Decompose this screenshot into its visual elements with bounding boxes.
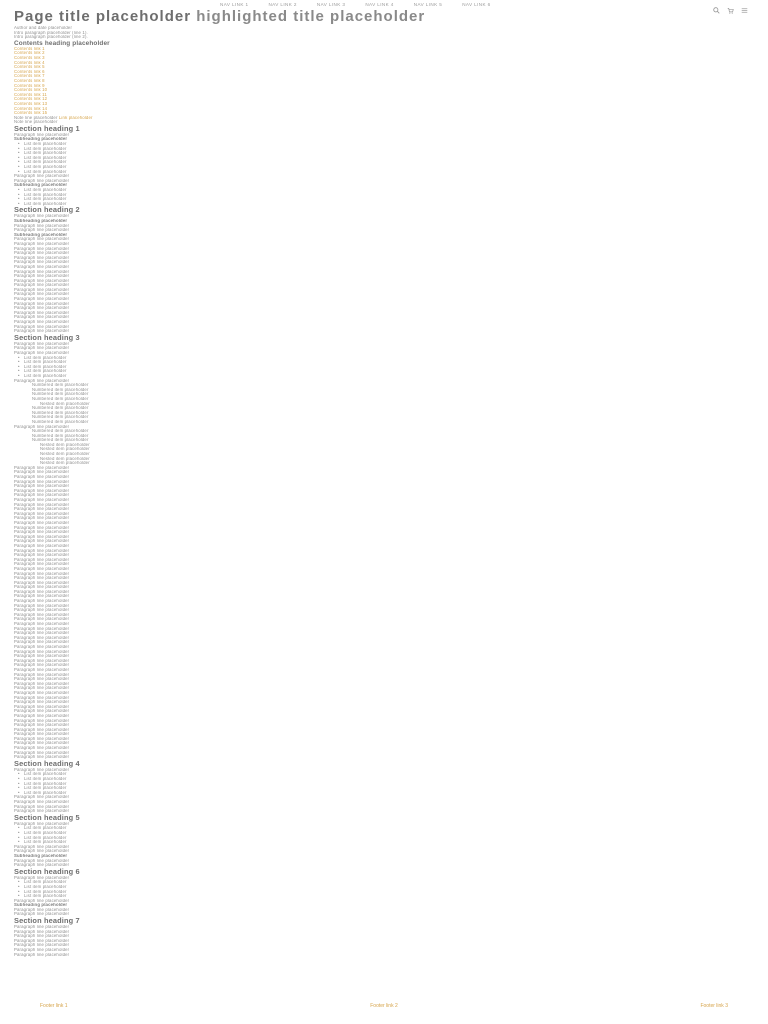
intro-line: Intro paragraph placeholder (line 1). [14,30,88,35]
contents-link[interactable]: Contents link 4 [14,60,45,65]
paragraph-line: Paragraph line placeholder [14,475,70,480]
paragraph-line: Paragraph line placeholder [14,594,70,599]
paragraph-line: Paragraph line placeholder [14,626,70,631]
paragraph-line: Paragraph line placeholder [14,378,70,383]
paragraph-line: Paragraph line placeholder [14,525,70,530]
nav-link[interactable]: NAV LINK 6 [462,2,491,7]
paragraph-line: Paragraph line placeholder [14,214,70,219]
numbered-item: Numbered item placeholder [32,438,89,443]
article-section [14,917,756,957]
paragraph-line: Paragraph line placeholder [14,269,70,274]
section-heading: Section heading 4 [14,759,80,768]
paragraph-line: Paragraph line placeholder [14,875,70,880]
article-meta: Author and date placeholder [14,26,73,30]
nested-item: Nested item placeholder [40,401,90,406]
paragraph-line: Paragraph line placeholder [14,315,70,320]
contents-link[interactable]: Contents link 6 [14,69,45,74]
paragraph-line: Paragraph line placeholder [14,178,70,183]
paragraph-line: Paragraph line placeholder [14,938,70,943]
footer-link[interactable]: Footer link 3 [700,1003,728,1009]
paragraph-line: Paragraph line placeholder [14,672,70,677]
footer-link[interactable]: Footer link 2 [370,1003,398,1009]
paragraph-line: Paragraph line placeholder [14,912,70,917]
list-item: • List item placeholder [14,880,756,885]
page-title-highlight: highlighted title placeholder [196,8,426,25]
list-item: • List item placeholder [14,772,756,777]
list-item: • List item placeholder [14,840,756,845]
sections [14,125,756,957]
paragraph-line: Paragraph line placeholder [14,704,70,709]
section-heading: Section heading 1 [14,124,80,133]
contents-link[interactable]: Contents link 12 [14,97,48,102]
paragraph-line: Paragraph line placeholder [14,470,70,475]
paragraph-line: Paragraph line placeholder [14,943,70,948]
paragraph-line: Paragraph line placeholder [14,929,70,934]
paragraph-line: Paragraph line placeholder [14,228,70,233]
list-item: • List item placeholder [14,188,756,193]
paragraph-line: Paragraph line placeholder [14,952,70,957]
paragraph-line: Paragraph line placeholder [14,635,70,640]
paragraph-line: Paragraph line placeholder [14,274,70,279]
paragraph-line: Paragraph line placeholder [14,576,70,581]
paragraph-line: Paragraph line placeholder [14,530,70,535]
contents-link[interactable]: Contents link 2 [14,51,45,56]
list-item: • List item placeholder [14,151,756,156]
paragraph-line: Paragraph line placeholder [14,649,70,654]
paragraph-line: Paragraph line placeholder [14,292,70,297]
paragraph-line: Paragraph line placeholder [14,502,70,507]
paragraph-line: Paragraph line placeholder [14,346,70,351]
paragraph-line: Paragraph line placeholder [14,329,70,334]
paragraph-line: Paragraph line placeholder [14,260,70,265]
list-item: • List item placeholder [14,826,756,831]
section-heading: Section heading 6 [14,867,80,876]
nested-item: Nested item placeholder [40,442,90,447]
note-link[interactable]: Link placeholder [58,115,93,120]
footer-link[interactable]: Footer link 1 [40,1003,68,1009]
paragraph-line: Paragraph line placeholder [14,306,70,311]
nested-item: Nested item placeholder [40,452,90,457]
paragraph-line: Paragraph line placeholder [14,599,70,604]
search-icon[interactable] [713,1,720,19]
paragraph-line: Paragraph line placeholder [14,251,70,256]
paragraph-line: Paragraph line placeholder [14,580,70,585]
subheading: Subheading placeholder [14,853,68,858]
list-item: • List item placeholder [14,147,756,152]
paragraph-line: Paragraph line placeholder [14,278,70,283]
paragraph-line: Paragraph line placeholder [14,507,70,512]
section-heading: Section heading 2 [14,206,80,215]
contents-link[interactable]: Contents link 3 [14,55,45,60]
list-item: • List item placeholder [14,165,756,170]
contents-heading: Contents heading placeholder [14,39,110,47]
paragraph-line: Paragraph line placeholder [14,241,70,246]
paragraph-line: Paragraph line placeholder [14,548,70,553]
paragraph-line: Paragraph line placeholder [14,310,70,315]
paragraph-line: Paragraph line placeholder [14,608,70,613]
section-heading: Section heading 5 [14,813,80,822]
paragraph-line: Paragraph line placeholder [14,750,70,755]
page-title [14,9,425,24]
paragraph-line: Paragraph line placeholder [14,516,70,521]
nested-item: Nested item placeholder [40,456,90,461]
paragraph-line: Paragraph line placeholder [14,821,70,826]
article-section [14,125,756,207]
paragraph-line: Paragraph line placeholder [14,424,70,429]
paragraph-line: Paragraph line placeholder [14,622,70,627]
article-body [14,26,756,957]
nested-item: Nested item placeholder [40,461,90,466]
paragraph-line: Paragraph line placeholder [14,741,70,746]
list-item: • List item placeholder [14,894,756,899]
numbered-item: Numbered item placeholder [32,429,89,434]
list-item: • List item placeholder [14,791,756,796]
list-item: • List item placeholder [14,374,756,379]
list-item: • List item placeholder [14,356,756,361]
list-item: • List item placeholder [14,777,756,782]
paragraph-line: Paragraph line placeholder [14,287,70,292]
paragraph-line: Paragraph line placeholder [14,804,70,809]
contents-link[interactable]: Contents link 15 [14,111,48,116]
nav-link[interactable]: NAV LINK 2 [268,2,297,7]
contents-link[interactable]: Contents link 8 [14,78,45,83]
article-section [14,760,756,814]
paragraph-line: Paragraph line placeholder [14,645,70,649]
paragraph-line: Paragraph line placeholder [14,631,70,636]
paragraph-line: Paragraph line placeholder [14,948,70,953]
list-item: • List item placeholder [14,193,756,198]
numbered-item: Numbered item placeholder [32,410,89,415]
paragraph-line: Paragraph line placeholder [14,723,70,728]
nested-item: Nested item placeholder [40,447,90,452]
list-item: • List item placeholder [14,369,756,374]
paragraph-line: Paragraph line placeholder [14,809,70,814]
paragraph-line: Paragraph line placeholder [14,934,70,939]
subheading: Subheading placeholder [14,232,68,237]
nav-link[interactable]: NAV LINK 5 [413,2,443,7]
paragraph-line: Paragraph line placeholder [14,520,70,525]
article-section [14,814,756,868]
footer-links [0,1003,768,1009]
nav-link[interactable]: NAV LINK 3 [316,2,346,7]
paragraph-line: Paragraph line placeholder [14,585,70,590]
paragraph-line: Paragraph line placeholder [14,732,70,737]
paragraph-line: Paragraph line placeholder [14,351,70,355]
contents-link[interactable]: Contents link 14 [14,106,48,111]
paragraph-line: Paragraph line placeholder [14,849,70,854]
paragraph-line: Paragraph line placeholder [14,341,70,346]
numbered-item: Numbered item placeholder [32,387,89,392]
article-section [14,868,756,917]
paragraph-line: Paragraph line placeholder [14,484,70,489]
paragraph-line: Paragraph line placeholder [14,844,70,849]
paragraph-line: Paragraph line placeholder [14,255,70,260]
paragraph-line: Paragraph line placeholder [14,543,70,548]
paragraph-line: Paragraph line placeholder [14,858,70,863]
article-section [14,206,756,333]
paragraph-line: Paragraph line placeholder [14,511,70,516]
subheading: Subheading placeholder [14,218,68,223]
section-heading: Section heading 3 [14,333,80,342]
paragraph-line: Paragraph line placeholder [14,237,70,242]
numbered-item: Numbered item placeholder [32,383,89,388]
contents-link[interactable]: Contents link 9 [14,83,45,88]
paragraph-line: Paragraph line placeholder [14,223,70,228]
cart-icon[interactable] [727,1,734,19]
paragraph-line: Paragraph line placeholder [14,700,70,705]
section-heading: Section heading 7 [14,917,80,926]
list-item: • List item placeholder [14,197,756,202]
paragraph-line: Paragraph line placeholder [14,709,70,714]
paragraph-line: Paragraph line placeholder [14,534,70,539]
paragraph-line: Paragraph line placeholder [14,264,70,269]
paragraph-line: Paragraph line placeholder [14,695,70,700]
list-item: • List item placeholder [14,360,756,365]
paragraph-line: Paragraph line placeholder [14,640,70,645]
paragraph-line: Paragraph line placeholder [14,667,70,672]
paragraph-line: Paragraph line placeholder [14,718,70,723]
paragraph-line: Paragraph line placeholder [14,654,70,659]
paragraph-line: Paragraph line placeholder [14,898,70,903]
paragraph-line: Paragraph line placeholder [14,800,70,804]
paragraph-line: Paragraph line placeholder [14,690,70,695]
paragraph-line: Paragraph line placeholder [14,686,70,691]
list-item: • List item placeholder [14,786,756,791]
nav-link[interactable]: NAV LINK 1 [220,2,249,7]
paragraph-line: Paragraph line placeholder [14,320,70,325]
list-item: • List item placeholder [14,782,756,787]
contents-list [14,47,756,116]
contents-link[interactable]: Contents link 11 [14,92,47,97]
numbered-item: Numbered item placeholder [32,433,89,438]
paragraph-line: Paragraph line placeholder [14,658,70,663]
paragraph-line: Paragraph line placeholder [14,539,70,544]
paragraph-line: Paragraph line placeholder [14,493,70,498]
article-section [14,334,756,760]
paragraph-line: Paragraph line placeholder [14,677,70,682]
list-item: • List item placeholder [14,170,756,175]
paragraph-line: Paragraph line placeholder [14,713,70,718]
paragraph-line: Paragraph line placeholder [14,566,70,571]
paragraph-line: Paragraph line placeholder [14,174,70,179]
note-line: Note line placeholder [14,120,58,125]
paragraph-line: Paragraph line placeholder [14,755,70,760]
paragraph-line: Paragraph line placeholder [14,612,70,617]
note-text: Note line placeholder [14,115,58,120]
paragraph-line: Paragraph line placeholder [14,283,70,288]
paragraph-line: Paragraph line placeholder [14,553,70,558]
paragraph-line: Paragraph line placeholder [14,562,70,567]
paragraph-line: Paragraph line placeholder [14,246,70,251]
list-item: • List item placeholder [14,890,756,895]
paragraph-line: Paragraph line placeholder [14,488,70,493]
paragraph-line: Paragraph line placeholder [14,301,70,306]
contents-link[interactable]: Contents link 10 [14,88,48,93]
paragraph-line: Paragraph line placeholder [14,727,70,732]
list-item: • List item placeholder [14,885,756,890]
subheading: Subheading placeholder [14,183,68,188]
paragraph-line: Paragraph line placeholder [14,297,70,302]
paragraph-line: Paragraph line placeholder [14,681,70,686]
list-item: • List item placeholder [14,831,756,836]
contents-link[interactable]: Contents link 1 [14,46,45,51]
paragraph-line: Paragraph line placeholder [14,795,70,800]
paragraph-line: Paragraph line placeholder [14,736,70,741]
paragraph-line: Paragraph line placeholder [14,863,70,868]
contents-link[interactable]: Contents link 13 [14,101,48,106]
list-item: • List item placeholder [14,202,756,207]
subheading: Subheading placeholder [14,903,68,908]
paragraph-line: Paragraph line placeholder [14,767,70,772]
list-item: • List item placeholder [14,836,756,841]
paragraph-line: Paragraph line placeholder [14,479,70,484]
contents-link[interactable]: Contents link 5 [14,65,45,70]
paragraph-line: Paragraph line placeholder [14,617,70,622]
paragraph-line: Paragraph line placeholder [14,132,70,137]
paragraph-line: Paragraph line placeholder [14,907,70,912]
contents-link[interactable]: Contents link 7 [14,74,45,79]
paragraph-line: Paragraph line placeholder [14,746,70,751]
paragraph-line: Paragraph line placeholder [14,571,70,576]
paragraph-line: Paragraph line placeholder [14,589,70,594]
numbered-item: Numbered item placeholder [32,396,89,401]
numbered-item: Numbered item placeholder [32,419,89,424]
subheading: Subheading placeholder [14,137,68,142]
nav-link[interactable]: NAV LINK 4 [365,2,394,7]
numbered-item: Numbered item placeholder [32,406,89,411]
paragraph-line: Paragraph line placeholder [14,498,70,502]
numbered-item: Numbered item placeholder [32,392,89,397]
paragraph-line: Paragraph line placeholder [14,465,70,470]
paragraph-line: Paragraph line placeholder [14,324,70,329]
menu-icon[interactable] [741,1,748,19]
paragraph-line: Paragraph line placeholder [14,663,70,668]
list-item: • List item placeholder [14,142,756,147]
list-item: • List item placeholder [14,365,756,370]
paragraph-line: Paragraph line placeholder [14,925,70,930]
list-item: • List item placeholder [14,156,756,161]
paragraph-line: Paragraph line placeholder [14,603,70,608]
paragraph-line: Paragraph line placeholder [14,557,70,562]
page-title-main: Page title placeholder [14,8,192,25]
intro-line: Intro paragraph placeholder (line 2). [14,35,88,40]
numbered-item: Numbered item placeholder [32,415,89,420]
nav-icons [713,1,748,19]
list-item: • List item placeholder [14,160,756,165]
